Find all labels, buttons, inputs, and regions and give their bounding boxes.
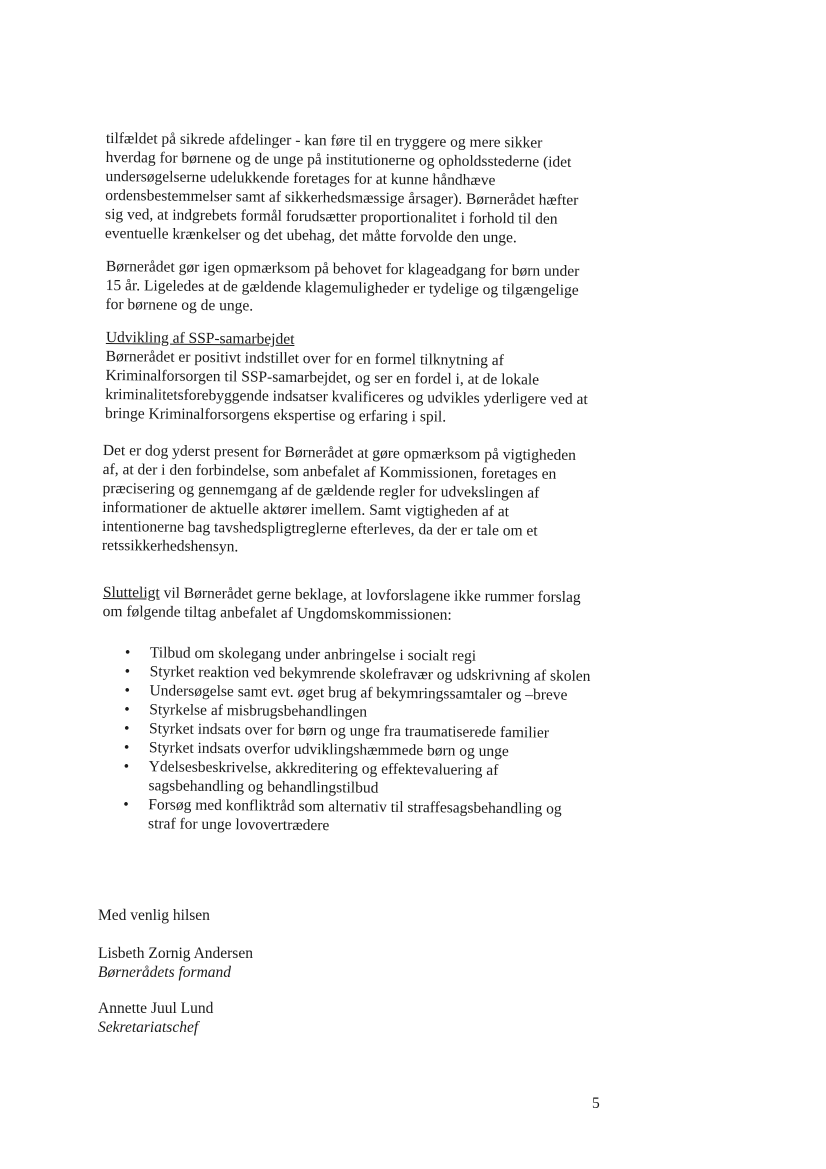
list-item-text-continued: straf for unge lovovertrædere <box>148 815 330 835</box>
bullet-icon: • <box>123 739 130 757</box>
bullet-icon: • <box>123 758 130 776</box>
list-item-text: Tilbud om skolegang under anbringelse i socialt regi <box>149 644 477 665</box>
list-item-text: Styrket indsats over for børn og unge fra traumatiserede familier <box>149 720 550 742</box>
text-line: Børnerådet er positivt indstillet over for en formel tilknytning af <box>105 347 504 370</box>
bullet-icon: • <box>123 796 129 814</box>
page-number: 5 <box>592 1095 600 1112</box>
list-item-text: Undersøgelse samt evt. øget brug af bekymringssamtaler og –breve <box>149 682 568 704</box>
text-line: eventuelle krænkelser og det ubehag, det måtte forvolde den unge. <box>104 224 517 247</box>
text-line: for børnene og de unge. <box>105 295 254 315</box>
conclusion-lead: Slutteligt <box>102 583 160 602</box>
signer-title: Børnerådets formand <box>98 964 232 981</box>
closing-greeting <box>98 906 210 925</box>
list-item-text: Styrket reaktion ved bekymrende skolefravær og udskrivning af skolen <box>149 663 591 685</box>
text-line: 15 år. Ligeledes at de gældende klagemuligheder er tydelige og tilgængelige <box>105 276 579 299</box>
signer-title: Sekretariatschef <box>98 1019 199 1036</box>
signature-block-secretariat <box>98 999 213 1037</box>
text-line: præcisering og gennemgang af de gældende regler for udvekslingen af <box>102 479 540 502</box>
list-item-text: Styrkelse af misbrugsbehandlingen <box>149 701 368 721</box>
text-line: Det er dog yderst present for Børnerådet at gøre opmærksom på vigtigheden <box>102 441 577 464</box>
text-line: tilfældet på sikrede afdelinger - kan føre til en tryggere og mere sikker <box>105 129 543 152</box>
text-line: retssikkerhedshensyn. <box>101 536 239 556</box>
recommendations-list <box>118 643 591 838</box>
list-item <box>118 757 589 800</box>
text-line: af, at der i den forbindelse, som anbefalet af Kommissionen, foretages en <box>102 460 557 483</box>
bullet-icon: • <box>124 720 130 738</box>
text-line: kriminalitetsforebyggende indsatser kvalificeres og udvikles yderligere ved at <box>105 385 588 409</box>
bullet-icon: • <box>124 682 131 700</box>
list-item-text: Ydelsesbeskrivelse, akkreditering og effektevaluering af <box>148 758 499 779</box>
conclusion-text: vil Børnerådet gerne beklage, at lovforslagene ikke rummer forslag <box>159 584 581 607</box>
text-line: Børnerådet gør igen opmærksom på behovet for klageadgang for børn under <box>105 257 580 280</box>
text-line: sig ved, at indgrebets formål forudsætter proportionalitet i forhold til den <box>105 205 558 228</box>
bullet-icon: • <box>124 701 130 719</box>
signer-name: Annette Juul Lund <box>98 1000 214 1017</box>
text-line: Kriminalforsorgen til SSP-samarbejdet, og ser en fordel i, at de lokale <box>105 366 540 389</box>
paragraph-proportionality <box>105 129 611 248</box>
text-line: informationer de aktuelle aktører imellem. Samt vigtigheden af at <box>102 498 510 521</box>
text-line: intentionerne bag tavshedspligtreglerne efterleves, da der er tale om et <box>102 517 538 540</box>
list-item <box>118 795 589 838</box>
paragraph-ssp-development <box>105 328 611 428</box>
text-line: undersøgelserne udelukkende foretages for at kunne håndhæve <box>105 167 496 190</box>
signer-name: Lisbeth Zornig Andersen <box>98 945 253 962</box>
section-heading-ssp: Udvikling af SSP-samarbejdet <box>105 328 295 348</box>
bullet-icon: • <box>124 644 131 662</box>
bullet-icon: • <box>124 663 131 681</box>
text-line: bringe Kriminalforsorgens ekspertise og erfaring i spil. <box>105 404 447 426</box>
text-line: om følgende tiltag anbefalet af Ungdomskommissionen: <box>102 602 452 624</box>
signature-block-chair <box>98 944 253 982</box>
paragraph-complaint-access <box>105 257 611 319</box>
paragraph-conclusion <box>103 583 608 626</box>
list-item-text: Styrket indsats overfor udviklingshæmmede børn og unge <box>148 739 509 761</box>
greeting-text: Med venlig hilsen <box>98 907 210 924</box>
list-item-text: Forsøg med konfliktråd som alternativ til straffesagsbehandling og <box>148 796 562 818</box>
paragraph-information-exchange <box>102 441 608 560</box>
text-line: ordensbestemmelser samt af sikkerhedsmæssige årsager). Børnerådet hæfter <box>105 186 579 209</box>
text-line: hverdag for børnene og de unge på institutionerne og opholdsstederne (idet <box>105 148 572 171</box>
list-item-text-continued: sagsbehandling og behandlingstilbud <box>148 777 379 797</box>
